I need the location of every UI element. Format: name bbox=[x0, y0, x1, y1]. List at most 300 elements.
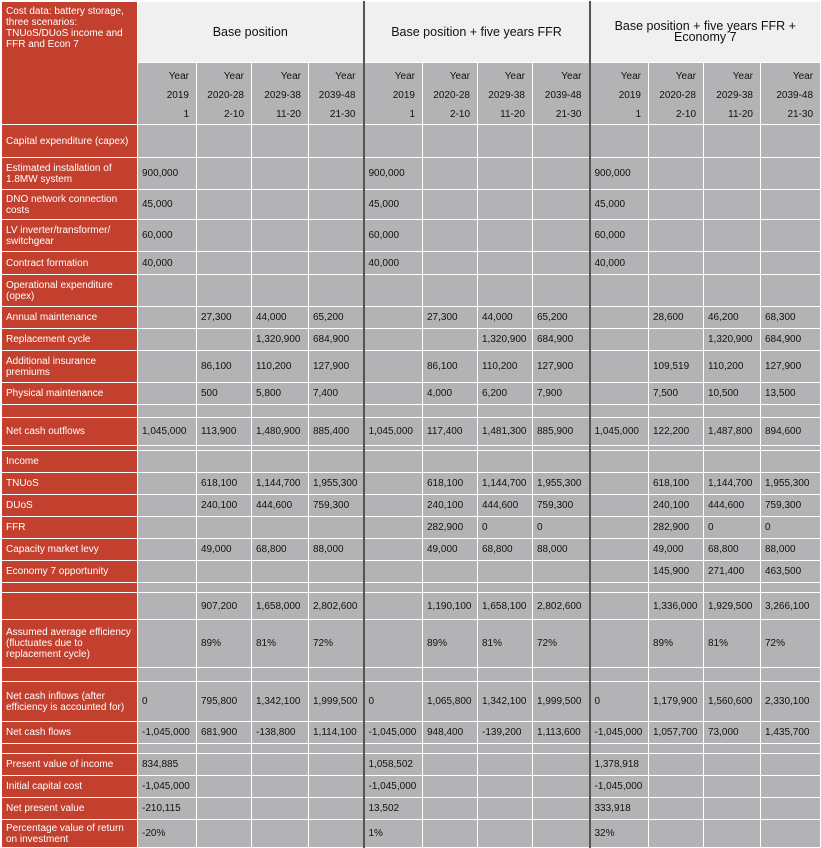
table-cell bbox=[478, 275, 533, 307]
table-cell bbox=[590, 307, 649, 329]
table-cell: 32% bbox=[590, 820, 649, 848]
spacer-cell bbox=[423, 583, 478, 593]
table-cell: 44,000 bbox=[478, 307, 533, 329]
spacer-cell bbox=[533, 744, 590, 754]
table-row bbox=[2, 307, 821, 329]
row-label: DUoS bbox=[2, 495, 138, 517]
table-cell: 885,900 bbox=[533, 418, 590, 446]
table-cell: 72% bbox=[761, 620, 821, 668]
table-row bbox=[2, 383, 821, 405]
table-row bbox=[2, 495, 821, 517]
table-cell: 1,560,600 bbox=[704, 682, 761, 722]
table-cell bbox=[590, 125, 649, 158]
table-row bbox=[2, 351, 821, 383]
table-cell: 1,999,500 bbox=[309, 682, 364, 722]
spacer-cell bbox=[364, 405, 423, 418]
year-header-line: 1 bbox=[409, 109, 415, 120]
spacer-label bbox=[2, 405, 138, 418]
table-cell bbox=[252, 776, 309, 798]
table-cell: 145,900 bbox=[649, 561, 704, 583]
table-cell bbox=[649, 798, 704, 820]
table-cell: 127,900 bbox=[761, 351, 821, 383]
table-cell bbox=[364, 329, 423, 351]
table-cell: 7,900 bbox=[533, 383, 590, 405]
table-cell: 759,300 bbox=[761, 495, 821, 517]
table-cell: 28,600 bbox=[649, 307, 704, 329]
table-cell: 1,342,100 bbox=[252, 682, 309, 722]
year-header-line: 2029-38 bbox=[264, 90, 301, 101]
table-cell: 333,918 bbox=[590, 798, 649, 820]
table-cell: 1,190,100 bbox=[423, 593, 478, 620]
table-cell: 7,400 bbox=[309, 383, 364, 405]
table-cell: 1,487,800 bbox=[704, 418, 761, 446]
table-cell bbox=[478, 125, 533, 158]
table-cell: 122,200 bbox=[649, 418, 704, 446]
table-cell bbox=[309, 252, 364, 275]
table-cell: 1,113,600 bbox=[533, 722, 590, 744]
table-cell bbox=[423, 125, 478, 158]
table-cell: 684,900 bbox=[533, 329, 590, 351]
table-cell bbox=[309, 451, 364, 473]
row-label: Capital expenditure (capex) bbox=[2, 125, 138, 158]
table-cell bbox=[533, 798, 590, 820]
table-cell: 1,955,300 bbox=[533, 473, 590, 495]
table-cell bbox=[533, 776, 590, 798]
table-row bbox=[2, 329, 821, 351]
row-label: Percentage value of return on investment bbox=[2, 820, 138, 848]
table-cell: 1,481,300 bbox=[478, 418, 533, 446]
table-cell: 0 bbox=[364, 682, 423, 722]
table-cell bbox=[761, 252, 821, 275]
table-row bbox=[2, 722, 821, 744]
table-cell bbox=[138, 517, 197, 539]
table-cell bbox=[309, 798, 364, 820]
table-cell bbox=[590, 495, 649, 517]
row-label: FFR bbox=[2, 517, 138, 539]
table-cell bbox=[309, 754, 364, 776]
spacer-cell bbox=[197, 744, 252, 754]
table-cell bbox=[309, 125, 364, 158]
table-cell: 86,100 bbox=[423, 351, 478, 383]
year-header bbox=[649, 63, 704, 125]
table-row bbox=[2, 620, 821, 668]
table-cell: 1,336,000 bbox=[649, 593, 704, 620]
spacer-cell bbox=[364, 744, 423, 754]
spacer-row bbox=[2, 744, 821, 754]
table-cell: 44,000 bbox=[252, 307, 309, 329]
row-label: Operational expenditure (opex) bbox=[2, 275, 138, 307]
row-label: Replacement cycle bbox=[2, 329, 138, 351]
table-cell bbox=[252, 754, 309, 776]
table-cell: 89% bbox=[423, 620, 478, 668]
year-header-line: 2029-38 bbox=[716, 90, 753, 101]
table-cell: 834,885 bbox=[138, 754, 197, 776]
year-header-line: 2020-28 bbox=[659, 90, 696, 101]
spacer-cell bbox=[252, 405, 309, 418]
table-cell: 1% bbox=[364, 820, 423, 848]
table-cell: 907,200 bbox=[197, 593, 252, 620]
spacer-cell bbox=[649, 583, 704, 593]
table-row bbox=[2, 593, 821, 620]
table-cell bbox=[761, 220, 821, 252]
scenario-header: Base position + five years FFR bbox=[364, 2, 590, 63]
table-cell bbox=[478, 820, 533, 848]
table-cell bbox=[138, 593, 197, 620]
table-cell: 2,330,100 bbox=[761, 682, 821, 722]
table-cell: -210,115 bbox=[138, 798, 197, 820]
table-cell: 271,400 bbox=[704, 561, 761, 583]
table-cell bbox=[478, 158, 533, 190]
table-cell: -1,045,000 bbox=[138, 776, 197, 798]
year-header bbox=[590, 63, 649, 125]
table-cell: 1,144,700 bbox=[252, 473, 309, 495]
table-cell bbox=[590, 451, 649, 473]
table-cell: 885,400 bbox=[309, 418, 364, 446]
table-cell: -1,045,000 bbox=[138, 722, 197, 744]
battery-storage-cost-table bbox=[1, 1, 821, 848]
table-cell: 500 bbox=[197, 383, 252, 405]
table-cell: 68,300 bbox=[761, 307, 821, 329]
table-row bbox=[2, 275, 821, 307]
table-cell bbox=[138, 451, 197, 473]
spacer-row bbox=[2, 583, 821, 593]
table-cell: 6,200 bbox=[478, 383, 533, 405]
table-cell: -1,045,000 bbox=[364, 722, 423, 744]
table-cell bbox=[590, 275, 649, 307]
row-label: Net cash inflows (after efficiency is accounted for) bbox=[2, 682, 138, 722]
table-cell bbox=[138, 495, 197, 517]
table-cell bbox=[364, 539, 423, 561]
table-cell bbox=[704, 158, 761, 190]
table-cell bbox=[364, 125, 423, 158]
year-header bbox=[478, 63, 533, 125]
year-header-line: 2019 bbox=[618, 90, 641, 101]
year-header bbox=[252, 63, 309, 125]
year-header-line: Year bbox=[280, 71, 301, 82]
table-cell bbox=[649, 754, 704, 776]
table-row bbox=[2, 754, 821, 776]
spacer-cell bbox=[649, 668, 704, 682]
table-cell: 1,065,800 bbox=[423, 682, 478, 722]
table-cell: 3,266,100 bbox=[761, 593, 821, 620]
table-cell bbox=[252, 220, 309, 252]
table-cell: 60,000 bbox=[138, 220, 197, 252]
table-cell: 40,000 bbox=[364, 252, 423, 275]
spacer-cell bbox=[423, 744, 478, 754]
spacer-cell bbox=[197, 668, 252, 682]
year-header-line: 21-30 bbox=[329, 109, 356, 120]
table-cell bbox=[590, 561, 649, 583]
year-header-line: Year bbox=[168, 71, 189, 82]
spacer-cell bbox=[761, 744, 821, 754]
table-cell bbox=[138, 307, 197, 329]
table-cell: 1,342,100 bbox=[478, 682, 533, 722]
year-header-line: Year bbox=[620, 71, 641, 82]
year-header-line: 2039-48 bbox=[776, 90, 814, 101]
table-row bbox=[2, 252, 821, 275]
table-row bbox=[2, 158, 821, 190]
table-cell bbox=[423, 220, 478, 252]
table-cell: 1,999,500 bbox=[533, 682, 590, 722]
table-cell bbox=[252, 190, 309, 220]
year-header-line: 2-10 bbox=[223, 109, 244, 120]
table-cell: 681,900 bbox=[197, 722, 252, 744]
table-title: Cost data: battery storage, three scenarios: TNUoS/DUoS income and FFR and Econ 7 bbox=[2, 2, 138, 125]
table-cell: -1,045,000 bbox=[590, 722, 649, 744]
table-cell bbox=[533, 820, 590, 848]
table-cell bbox=[364, 383, 423, 405]
table-row bbox=[2, 418, 821, 446]
spacer-cell bbox=[590, 668, 649, 682]
table-cell: 1,955,300 bbox=[761, 473, 821, 495]
table-cell bbox=[138, 620, 197, 668]
table-cell: 49,000 bbox=[197, 539, 252, 561]
table-row bbox=[2, 220, 821, 252]
table-cell: 68,800 bbox=[704, 539, 761, 561]
table-row bbox=[2, 820, 821, 848]
table-cell bbox=[364, 620, 423, 668]
table-cell bbox=[533, 158, 590, 190]
table-cell: 444,600 bbox=[252, 495, 309, 517]
spacer-cell bbox=[252, 583, 309, 593]
spacer-cell bbox=[309, 668, 364, 682]
spacer-cell bbox=[138, 405, 197, 418]
row-label: Income bbox=[2, 451, 138, 473]
spacer-label bbox=[2, 744, 138, 754]
table-cell bbox=[590, 351, 649, 383]
table-cell: 1,378,918 bbox=[590, 754, 649, 776]
table-cell: -20% bbox=[138, 820, 197, 848]
table-cell bbox=[197, 275, 252, 307]
year-header-line: 2020-28 bbox=[207, 90, 244, 101]
table-cell bbox=[533, 220, 590, 252]
table-cell: 65,200 bbox=[533, 307, 590, 329]
spacer-cell bbox=[138, 583, 197, 593]
year-header bbox=[197, 63, 252, 125]
spacer-cell bbox=[704, 583, 761, 593]
table-cell bbox=[423, 190, 478, 220]
table-cell: 1,045,000 bbox=[138, 418, 197, 446]
table-cell bbox=[309, 820, 364, 848]
table-cell bbox=[138, 539, 197, 561]
table-cell bbox=[197, 754, 252, 776]
table-cell bbox=[309, 517, 364, 539]
year-header-line: 2039-48 bbox=[544, 90, 582, 101]
table-cell bbox=[364, 351, 423, 383]
table-cell: -138,800 bbox=[252, 722, 309, 744]
table-cell: 0 bbox=[590, 682, 649, 722]
table-cell bbox=[704, 190, 761, 220]
table-cell bbox=[197, 252, 252, 275]
spacer-cell bbox=[478, 744, 533, 754]
year-header bbox=[364, 63, 423, 125]
year-header-line: 11-20 bbox=[500, 109, 525, 120]
table-cell bbox=[761, 820, 821, 848]
year-header-line: 11-20 bbox=[276, 109, 301, 120]
spacer-cell bbox=[704, 668, 761, 682]
spacer-label bbox=[2, 668, 138, 682]
table-cell bbox=[649, 190, 704, 220]
table-cell: 900,000 bbox=[590, 158, 649, 190]
table-cell bbox=[364, 451, 423, 473]
table-cell bbox=[478, 776, 533, 798]
spacer-cell bbox=[478, 405, 533, 418]
year-header bbox=[138, 63, 197, 125]
year-header-line: 2-10 bbox=[449, 109, 470, 120]
table-cell: 618,100 bbox=[197, 473, 252, 495]
table-cell bbox=[478, 220, 533, 252]
spacer-cell bbox=[197, 583, 252, 593]
row-label: Estimated installation of 1.8MW system bbox=[2, 158, 138, 190]
table-cell bbox=[649, 158, 704, 190]
table-cell bbox=[364, 593, 423, 620]
table-cell bbox=[364, 495, 423, 517]
year-header bbox=[309, 63, 364, 125]
spacer-cell bbox=[590, 405, 649, 418]
table-row bbox=[2, 682, 821, 722]
scenario-header: Base position + five years FFR + Economy 7 bbox=[590, 2, 821, 63]
table-cell bbox=[761, 451, 821, 473]
year-header-line: 2019 bbox=[392, 90, 415, 101]
table-row bbox=[2, 776, 821, 798]
spacer-cell bbox=[423, 668, 478, 682]
table-cell bbox=[590, 539, 649, 561]
table-cell: 1,114,100 bbox=[309, 722, 364, 744]
year-header-line: 2-10 bbox=[675, 109, 696, 120]
table-cell bbox=[309, 561, 364, 583]
table-cell bbox=[252, 158, 309, 190]
table-cell: 1,045,000 bbox=[590, 418, 649, 446]
table-cell: 73,000 bbox=[704, 722, 761, 744]
table-cell: 240,100 bbox=[197, 495, 252, 517]
table-cell bbox=[138, 561, 197, 583]
table-cell bbox=[649, 220, 704, 252]
table-cell: 444,600 bbox=[478, 495, 533, 517]
table-cell bbox=[197, 776, 252, 798]
table-cell bbox=[364, 561, 423, 583]
table-cell: 13,502 bbox=[364, 798, 423, 820]
table-cell bbox=[197, 451, 252, 473]
year-header-line: 2029-38 bbox=[488, 90, 525, 101]
table-cell: 110,200 bbox=[252, 351, 309, 383]
spacer-cell bbox=[252, 744, 309, 754]
table-cell bbox=[590, 593, 649, 620]
table-cell bbox=[309, 158, 364, 190]
spacer-cell bbox=[649, 744, 704, 754]
table-cell: 110,200 bbox=[704, 351, 761, 383]
table-cell bbox=[423, 329, 478, 351]
table-cell: 444,600 bbox=[704, 495, 761, 517]
table-cell: 1,144,700 bbox=[478, 473, 533, 495]
table-cell bbox=[197, 190, 252, 220]
table-cell: 40,000 bbox=[590, 252, 649, 275]
table-cell: 113,900 bbox=[197, 418, 252, 446]
table-cell: 45,000 bbox=[590, 190, 649, 220]
table-cell bbox=[761, 190, 821, 220]
year-header-line: Year bbox=[335, 71, 356, 82]
table-cell bbox=[533, 561, 590, 583]
table-cell: 4,000 bbox=[423, 383, 478, 405]
table-cell: 68,800 bbox=[478, 539, 533, 561]
year-header-line: Year bbox=[675, 71, 696, 82]
table-row bbox=[2, 517, 821, 539]
table-cell: 240,100 bbox=[649, 495, 704, 517]
table-cell bbox=[252, 451, 309, 473]
table-cell bbox=[761, 158, 821, 190]
spacer-cell bbox=[590, 583, 649, 593]
table-cell bbox=[761, 798, 821, 820]
spacer-cell bbox=[761, 668, 821, 682]
year-header-line: 11-20 bbox=[728, 109, 753, 120]
table-cell: -139,200 bbox=[478, 722, 533, 744]
table-cell bbox=[197, 220, 252, 252]
table-cell bbox=[649, 451, 704, 473]
table-cell: 894,600 bbox=[761, 418, 821, 446]
table-cell: 89% bbox=[649, 620, 704, 668]
row-label: Net cash outflows bbox=[2, 418, 138, 446]
table-cell bbox=[649, 252, 704, 275]
table-cell bbox=[704, 820, 761, 848]
table-cell: 1,144,700 bbox=[704, 473, 761, 495]
table-cell: 68,800 bbox=[252, 539, 309, 561]
table-cell: 1,658,000 bbox=[252, 593, 309, 620]
table-cell bbox=[423, 158, 478, 190]
table-cell: -1,045,000 bbox=[590, 776, 649, 798]
table-cell: 88,000 bbox=[761, 539, 821, 561]
table-cell bbox=[423, 754, 478, 776]
table-cell: 27,300 bbox=[423, 307, 478, 329]
table-cell: 81% bbox=[478, 620, 533, 668]
table-cell bbox=[423, 798, 478, 820]
year-header-line: 2020-28 bbox=[433, 90, 470, 101]
table-cell: 46,200 bbox=[704, 307, 761, 329]
table-cell: 1,658,100 bbox=[478, 593, 533, 620]
table-cell: 759,300 bbox=[309, 495, 364, 517]
table-cell: 618,100 bbox=[423, 473, 478, 495]
table-cell: 127,900 bbox=[533, 351, 590, 383]
table-cell bbox=[197, 158, 252, 190]
table-cell: 88,000 bbox=[533, 539, 590, 561]
row-label: LV inverter/transformer/ switchgear bbox=[2, 220, 138, 252]
table-cell: 7,500 bbox=[649, 383, 704, 405]
year-header-line: Year bbox=[792, 71, 814, 82]
table-cell: 1,320,900 bbox=[704, 329, 761, 351]
spacer-cell bbox=[704, 405, 761, 418]
table-cell bbox=[649, 275, 704, 307]
table-cell bbox=[252, 252, 309, 275]
year-header-line: Year bbox=[223, 71, 244, 82]
row-label: Physical maintenance bbox=[2, 383, 138, 405]
table-cell: 5,800 bbox=[252, 383, 309, 405]
spacer-cell bbox=[309, 583, 364, 593]
spacer-cell bbox=[533, 405, 590, 418]
table-cell: 282,900 bbox=[423, 517, 478, 539]
table-row bbox=[2, 539, 821, 561]
table-cell bbox=[704, 220, 761, 252]
table-cell bbox=[478, 754, 533, 776]
table-cell: 127,900 bbox=[309, 351, 364, 383]
table-cell: 60,000 bbox=[364, 220, 423, 252]
table-cell bbox=[590, 517, 649, 539]
table-cell bbox=[478, 451, 533, 473]
table-cell: 117,400 bbox=[423, 418, 478, 446]
year-header-line: 1 bbox=[635, 109, 641, 120]
table-cell: 1,045,000 bbox=[364, 418, 423, 446]
table-cell: 65,200 bbox=[309, 307, 364, 329]
spacer-cell bbox=[533, 583, 590, 593]
year-header-line: Year bbox=[732, 71, 753, 82]
table-cell: 13,500 bbox=[761, 383, 821, 405]
